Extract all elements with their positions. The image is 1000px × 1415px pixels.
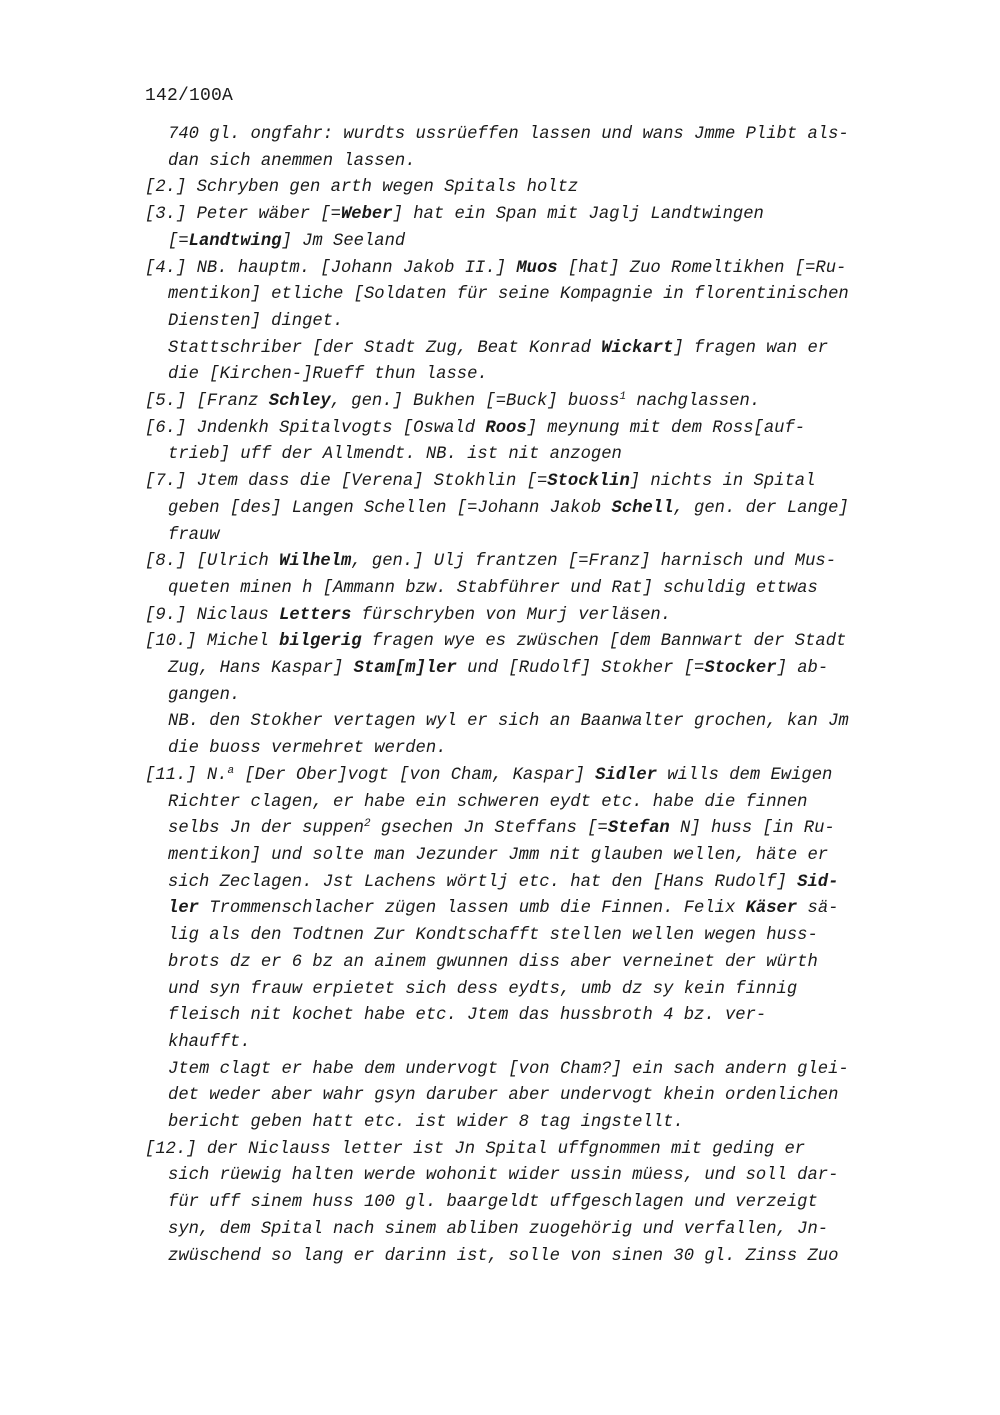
text: mentikon] und solte man Jezunder Jmm nit glauben wellen, häte er [168,845,829,865]
text: khaufft. [168,1032,251,1052]
text: und syn frauw erpietet sich dess eydts, umb dz sy kein finnig [168,979,798,999]
text: [hat] Zuo Romeltikhen [=Ru- [557,258,847,278]
text: trieb] uff der Allmendt. NB. ist nit anzogen [168,445,622,465]
text-line: 740 gl. ongfahr: wurdts ussrüeffen lassen und wans Jmme Plibt als- [168,125,849,144]
name-sidler-2a: Sid- [797,872,839,892]
name-landtwing: Landtwing [188,231,282,251]
entry-11 [145,763,905,1057]
text: sich Zeclagen. Jst Lachens wörtlj etc. hat den [Hans Rudolf] [168,872,798,892]
text: gsechen Jn Steffans [= [370,819,608,839]
text: bericht geben hatt etc. ist wider 8 tag ingstellt. [168,1113,684,1133]
text: zwüschend so lang er darinn ist, solle von sinen 30 gl. Zinss Zuo [168,1246,839,1266]
text: , gen.] Ulj frantzen [=Franz] harnisch und Mus- [351,552,837,572]
text: [3.] Peter wäber [= [145,205,341,225]
text: ] nichts in Spital [629,472,816,492]
text: lig als den Todtnen Zur Kondtschafft stellen wellen wegen huss- [168,926,818,946]
text: ] fragen wan er [673,338,829,358]
name-sidler-2b: ler [168,899,199,919]
text: sä- [797,899,839,919]
name-muos: Muos [516,258,558,278]
text: gangen. [168,685,241,705]
text: nachglassen. [626,392,761,412]
footnote-marker-a: a [227,764,235,777]
text: Trommenschlacher zügen lassen umb die Finnen. Felix [198,899,746,919]
text: [Der Ober]vogt [von Cham, Kaspar] [234,765,596,785]
text: N] huss [in Ru- [669,819,835,839]
name-letters: Letters [279,605,352,625]
entry-4 [145,256,905,336]
text: [10.] Michel [145,632,280,652]
entry-10-continuation [145,709,905,762]
text: [4.] NB. hauptm. [Johann Jakob II.] [145,258,517,278]
entry-11-continuation [145,1057,905,1137]
name-stammler: Stam[m]ler [353,659,457,679]
text: für uff sinem huss 100 gl. baargeldt uffgeschlagen und verzeigt [168,1193,818,1213]
protocol-text [145,122,905,1270]
text: selbs Jn der suppen [168,819,364,839]
name-roos: Roos [485,418,527,438]
text: [= [168,231,189,251]
name-stocklin: Stocklin [547,472,630,492]
text: syn, dem Spital nach sinem abliben zuogehörig und verfallen, Jn- [168,1219,829,1239]
text: frauw [168,525,220,545]
text-line: dan sich anemmen lassen. [168,151,416,171]
text: fragen wye es zwüschen [dem Bannwart der Stadt [361,632,847,652]
text: Jtem clagt er habe dem undervogt [von Cham?] ein sach andern glei- [168,1059,849,1079]
text: fleisch nit kochet habe etc. Jtem das hussbroth 4 bz. ver- [168,1006,767,1026]
text: die [Kirchen-]Rueff thun lasse. [168,365,488,385]
text: mentikon] etliche [Soldaten für seine Kompagnie in florentinischen [168,285,849,305]
entry-9 [145,603,905,630]
name-sidler: Sidler [595,765,658,785]
text: , gen.] Bukhen [=Buck] buoss [330,392,620,412]
text: NB. den Stokher vertagen wyl er sich an Baanwalter grochen, kan Jm [168,712,849,732]
footnote-marker-2: 2 [363,818,371,831]
page-number: 142/100A [145,86,234,106]
text: Zug, Hans Kaspar] [168,659,354,679]
footnote-marker-1: 1 [619,391,627,404]
text: ] ab- [776,659,829,679]
text: [7.] Jtem dass die [Verena] Stokhlin [= [145,472,548,492]
entry-2 [145,175,905,202]
text: Stattschriber [der Stadt Zug, Beat Konrad [168,338,602,358]
name-stefan: Stefan [607,819,670,839]
text: brots dz er 6 bz an ainem gwunnen diss aber verneinet der würth [168,952,818,972]
entry-6 [145,416,905,469]
name-schell: Schell [611,498,674,518]
text: [6.] Jndenkh Spitalvogts [Oswald [145,418,486,438]
name-kaeser: Käser [745,899,798,919]
text: queten minen h [Ammann bzw. Stabführer und Rat] schuldig ettwas [168,578,818,598]
text: wills dem Ewigen [657,765,833,785]
text: [11.] N. [145,765,228,785]
name-stocker: Stocker [704,659,777,679]
name-weber: Weber [340,205,393,225]
entry-continuation [145,122,905,175]
text: geben [des] Langen Schellen [=Johann Jakob [168,498,612,518]
text: ] hat ein Span mit Jaglj Landtwingen [392,205,764,225]
text: die buoss vermehret werden. [168,739,447,759]
entry-12 [145,1137,905,1271]
text: det weder aber wahr gsyn daruber aber undervogt khein ordenlichen [168,1086,839,1106]
entry-10 [145,629,905,709]
text: Diensten] dinget. [168,311,344,331]
name-schley: Schley [268,392,331,412]
text: [12.] der Niclauss letter ist Jn Spital uffgnommen mit geding er [145,1139,806,1159]
text: fürschryben von Murj verläsen. [351,605,672,625]
entry-3 [145,202,905,255]
name-wilhelm: Wilhelm [279,552,352,572]
text: sich rüewig halten werde wohonit wider ussin müess, und soll dar- [168,1166,839,1186]
text: und [Rudolf] Stokher [= [456,659,705,679]
entry-5 [145,389,905,416]
text-line: [2.] Schryben gen arth wegen Spitals holtz [145,178,579,198]
text: , gen. der Lange] [673,498,849,518]
entry-4-continuation [145,336,905,389]
text: Richter clagen, er habe ein schweren eydt etc. habe die finnen [168,792,808,812]
entry-8 [145,549,905,602]
text: ] Jm Seeland [281,231,406,251]
entry-7 [145,469,905,549]
text: ] meynung mit dem Ross[auf- [526,418,806,438]
name-bilgerig: bilgerig [279,632,362,652]
text: [5.] [Franz [145,392,269,412]
text: [8.] [Ulrich [145,552,280,572]
text: [9.] Niclaus [145,605,280,625]
name-wickart: Wickart [601,338,674,358]
